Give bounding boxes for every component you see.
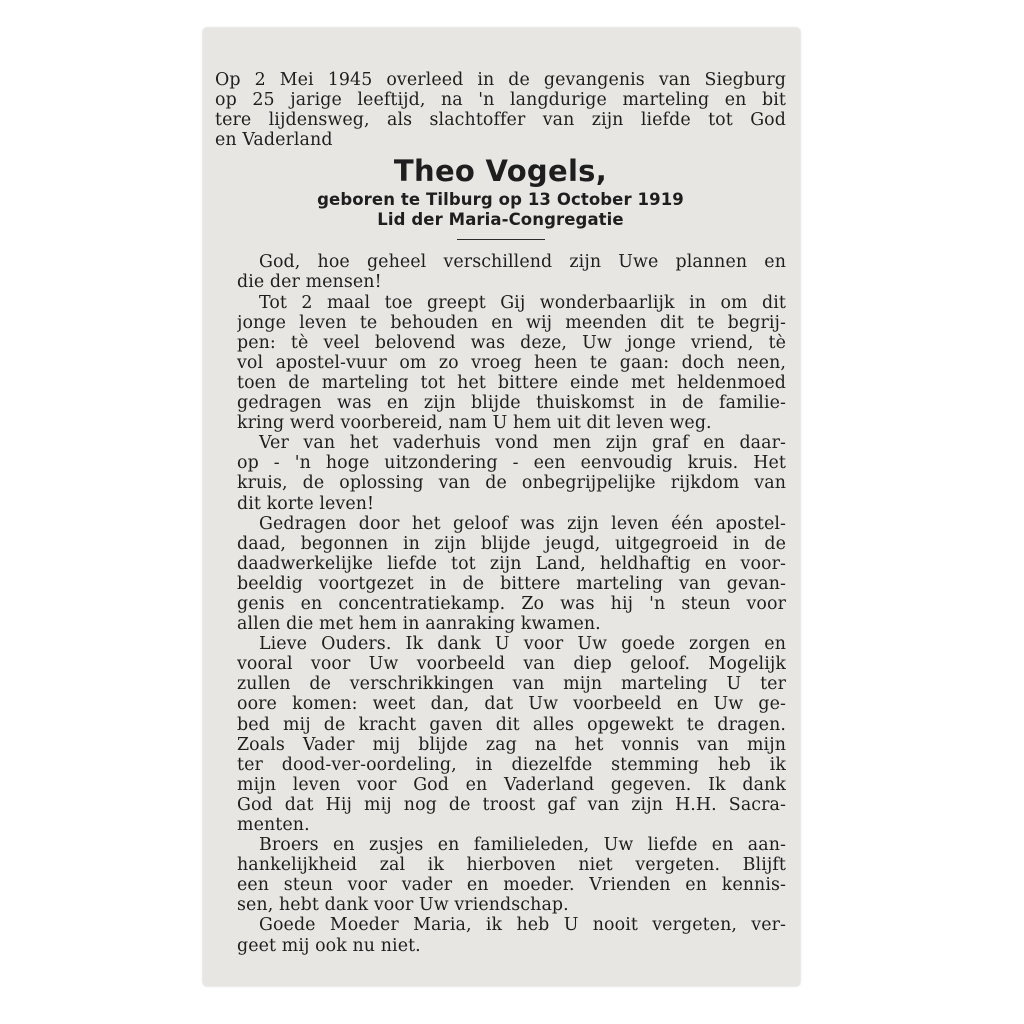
paragraph-line: Ver van het vaderhuis vond men zijn graf en daar- bbox=[259, 433, 786, 454]
paragraph-line: God dat Hij mij nog de troost gaf van zijn H.H. Sacra- bbox=[237, 794, 786, 815]
paragraph-line: ter dood-ver-oordeling, in diezelfde stemming heb ik bbox=[237, 754, 786, 775]
paragraph-line: pen: tè veel belovend was deze, Uw jonge vriend, tè bbox=[237, 332, 786, 353]
paragraph-line: Broers en zusjes en familieleden, Uw liefde en aan- bbox=[259, 835, 786, 856]
intro-line: en Vaderland bbox=[215, 130, 333, 151]
paragraph-6 bbox=[237, 835, 786, 915]
paragraph-line: zullen de verschrikkingen van mijn marteling U ter bbox=[237, 674, 786, 695]
paragraph-line: genis en concentratiekamp. Zo was hij 'n steun voor bbox=[237, 593, 786, 614]
paragraph-line: kruis, de oplossing van de onbegrijpelijke rijkdom van bbox=[237, 473, 786, 494]
paragraph-line: op - 'n hoge uitzondering - een eenvoudig kruis. Het bbox=[237, 453, 786, 474]
paragraph-line: vooral voor Uw voorbeeld van diep geloof. Mogelijk bbox=[237, 654, 786, 675]
birth-info: geboren te Tilburg op 13 October 1919 bbox=[317, 190, 684, 210]
paragraph-1 bbox=[237, 252, 786, 292]
membership: Lid der Maria-Congregatie bbox=[377, 209, 624, 229]
divider-rule bbox=[457, 239, 545, 240]
paragraph-line: hankelijkheid zal ik hierboven niet vergeten. Blijft bbox=[237, 855, 786, 876]
paragraph-line: Gedragen door het geloof was zijn leven één apostel- bbox=[259, 513, 786, 534]
paragraph-line: toen de marteling tot het bittere einde met heldenmoed bbox=[237, 372, 786, 393]
paragraph-4 bbox=[237, 514, 786, 635]
paragraph-line: dit korte leven! bbox=[237, 493, 375, 514]
deceased-name: Theo Vogels, bbox=[393, 154, 608, 189]
paragraph-line: beeldig voortgezet in de bittere marteling van gevan- bbox=[237, 573, 786, 594]
paragraph-line: bed mij de kracht gaven dit alles opgewekt te dragen. bbox=[237, 714, 786, 735]
memorial-card bbox=[203, 28, 800, 986]
paragraph-line: een steun voor vader en moeder. Vrienden en kennis- bbox=[237, 875, 786, 896]
paragraph-line: kring werd voorbereid, nam U hem uit dit leven weg. bbox=[237, 413, 712, 434]
body-text bbox=[215, 252, 786, 955]
paragraph-line: Lieve Ouders. Ik dank U voor Uw goede zorgen en bbox=[259, 634, 786, 655]
paragraph-line: daadwerkelijke liefde tot zijn Land, heldhaftig en voor- bbox=[237, 553, 786, 574]
paragraph-5 bbox=[237, 634, 786, 835]
paragraph-line: geet mij ook nu niet. bbox=[237, 935, 421, 956]
card-text bbox=[215, 70, 786, 956]
paragraph-line: jonge leven te behouden en wij meenden dit te begrij- bbox=[237, 312, 786, 333]
paragraph-line: daad, begonnen in zijn blijde jeugd, uitgegroeid in de bbox=[237, 533, 786, 554]
paragraph-line: mijn leven voor God en Vaderland gegeven. Ik dank bbox=[237, 774, 786, 795]
paragraph-line: sen, hebt dank voor Uw vriendschap. bbox=[237, 895, 569, 916]
paragraph-line: menten. bbox=[237, 815, 310, 835]
paragraph-line: God, hoe geheel verschillend zijn Uwe plannen en bbox=[259, 252, 786, 273]
intro bbox=[215, 70, 786, 150]
paragraph-line: Zoals Vader mij blijde zag na het vonnis van mijn bbox=[237, 734, 786, 755]
paragraph-line: Tot 2 maal toe greept Gij wonderbaarlijk in om dit bbox=[259, 292, 786, 313]
paragraph-line: allen die met hem in aanraking kwamen. bbox=[237, 614, 601, 635]
paragraph-3 bbox=[237, 433, 786, 513]
paragraph-line: Goede Moeder Maria, ik heb U nooit vergeten, ver- bbox=[259, 915, 786, 936]
paragraph-2 bbox=[237, 293, 786, 434]
paragraph-line: die der mensen! bbox=[237, 272, 382, 293]
paragraph-line: oore komen: weet dan, dat Uw voorbeeld en Uw ge- bbox=[237, 694, 786, 715]
paragraph-line: vol apostel-vuur om zo vroeg heen te gaan: doch neen, bbox=[237, 352, 786, 373]
paragraph-7 bbox=[237, 915, 786, 955]
intro-line: op 25 jarige leeftijd, na 'n langdurige marteling en bit bbox=[215, 90, 786, 111]
paragraph-line: gedragen was en zijn blijde thuiskomst in de familie- bbox=[237, 393, 786, 414]
intro-line: Op 2 Mei 1945 overleed in de gevangenis van Siegburg bbox=[215, 70, 786, 90]
intro-line: tere lijdensweg, als slachtoffer van zijn liefde tot God bbox=[215, 110, 786, 131]
